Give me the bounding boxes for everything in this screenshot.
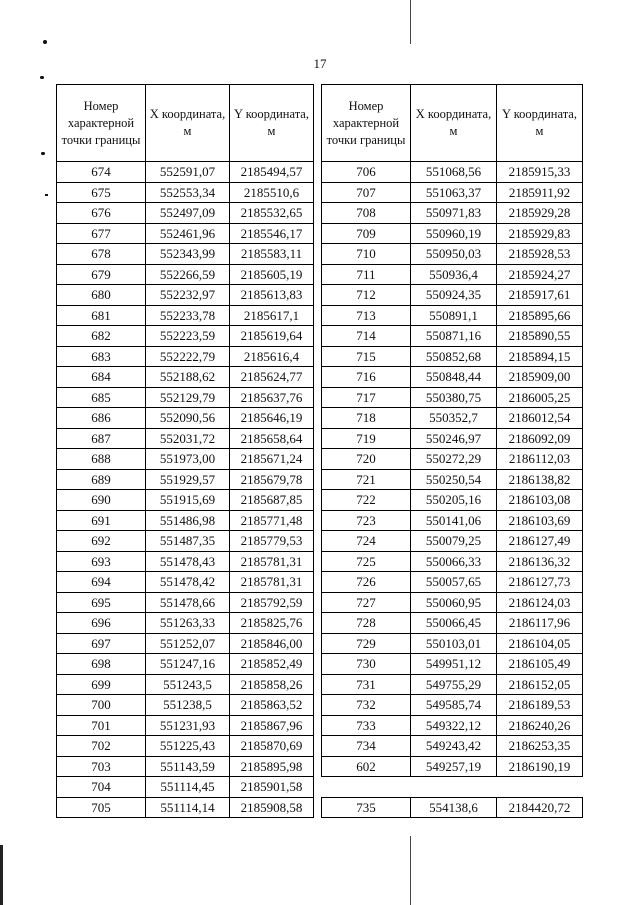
y-coordinate-cell: 2186124,03 [497,592,583,613]
x-coordinate-cell: 550936,4 [411,264,497,285]
y-coordinate-cell: 2185867,96 [230,715,314,736]
x-coordinate-cell: 551487,35 [146,531,230,552]
point-number-cell: 708 [322,203,411,224]
y-coordinate-cell: 2186112,03 [497,449,583,470]
y-coordinate-cell: 2186103,69 [497,510,583,531]
point-number-cell: 697 [57,633,146,654]
x-coordinate-cell: 552266,59 [146,264,230,285]
table-row [322,633,583,654]
table-row [322,182,583,203]
x-coordinate-cell: 550141,06 [411,510,497,531]
table-row [57,490,314,511]
table-row [322,654,583,675]
table-row [57,408,314,429]
page-number: 17 [313,56,327,71]
point-number-cell [322,777,411,798]
point-number-cell: 676 [57,203,146,224]
y-coordinate-cell: 2185929,28 [497,203,583,224]
x-coordinate-cell: 551478,66 [146,592,230,613]
y-coordinate-cell: 2185852,49 [230,654,314,675]
table-row [322,510,583,531]
x-coordinate-cell: 552591,07 [146,162,230,183]
y-coordinate-cell: 2185679,78 [230,469,314,490]
point-number-cell: 732 [322,695,411,716]
x-coordinate-cell: 550924,35 [411,285,497,306]
header-row [57,85,314,162]
x-coordinate-cell: 549243,42 [411,736,497,757]
y-coordinate-cell: 2186127,49 [497,531,583,552]
y-coordinate-cell: 2185779,53 [230,531,314,552]
point-number-cell: 719 [322,428,411,449]
x-coordinate-cell: 550066,33 [411,551,497,572]
table-row [57,223,314,244]
point-number-cell: 680 [57,285,146,306]
y-coordinate-cell: 2186152,05 [497,674,583,695]
y-coordinate-cell: 2185846,00 [230,633,314,654]
point-number-cell: 602 [322,756,411,777]
x-coordinate-cell: 552553,34 [146,182,230,203]
x-coordinate-cell: 549257,19 [411,756,497,777]
point-number-cell: 722 [322,490,411,511]
x-coordinate-cell: 551915,69 [146,490,230,511]
y-coordinate-cell: 2186005,25 [497,387,583,408]
x-coordinate-cell: 550960,19 [411,223,497,244]
x-coordinate-cell: 550272,29 [411,449,497,470]
header-x-coordinate: X координата, м [146,85,230,162]
x-coordinate-cell: 550848,44 [411,367,497,388]
header-y-coordinate: Y координата, м [497,85,583,162]
point-number-cell: 693 [57,551,146,572]
point-number-cell: 679 [57,264,146,285]
y-coordinate-cell: 2185583,11 [230,244,314,265]
y-coordinate-cell: 2185617,1 [230,305,314,326]
table-row [322,592,583,613]
scan-dot [41,152,45,155]
x-coordinate-cell: 550057,65 [411,572,497,593]
y-coordinate-cell: 2185510,6 [230,182,314,203]
scan-dot [45,194,48,196]
y-coordinate-cell: 2185646,19 [230,408,314,429]
x-coordinate-cell: 551263,33 [146,613,230,634]
coordinates-table-right [321,84,583,818]
y-coordinate-cell: 2185658,64 [230,428,314,449]
x-coordinate-cell: 552222,79 [146,346,230,367]
table-row [57,797,314,818]
table-row [322,428,583,449]
table-row [322,613,583,634]
x-coordinate-cell: 549951,12 [411,654,497,675]
y-coordinate-cell: 2186092,09 [497,428,583,449]
x-coordinate-cell: 551068,56 [411,162,497,183]
y-coordinate-cell: 2186189,53 [497,695,583,716]
x-coordinate-cell: 554138,6 [411,797,497,818]
table-row [322,203,583,224]
point-number-cell: 733 [322,715,411,736]
point-number-cell: 721 [322,469,411,490]
point-number-cell: 691 [57,510,146,531]
x-coordinate-cell [411,777,497,798]
y-coordinate-cell: 2185901,58 [230,777,314,798]
table-row [322,223,583,244]
y-coordinate-cell: 2185929,83 [497,223,583,244]
table-row [322,531,583,552]
point-number-cell: 707 [322,182,411,203]
x-coordinate-cell: 550871,16 [411,326,497,347]
table-row [57,469,314,490]
point-number-cell: 734 [322,736,411,757]
y-coordinate-cell: 2186117,96 [497,613,583,634]
x-coordinate-cell: 552090,56 [146,408,230,429]
x-coordinate-cell: 550891,1 [411,305,497,326]
scan-edge [0,845,3,905]
table-row [57,326,314,347]
point-number-cell: 700 [57,695,146,716]
x-coordinate-cell: 551247,16 [146,654,230,675]
point-number-cell: 729 [322,633,411,654]
table-row [57,654,314,675]
x-coordinate-cell: 550950,03 [411,244,497,265]
table-row [57,674,314,695]
x-coordinate-cell: 552343,99 [146,244,230,265]
table-row [322,264,583,285]
table-row [57,777,314,798]
point-number-cell: 683 [57,346,146,367]
x-coordinate-cell: 551143,59 [146,756,230,777]
table-row [322,797,583,818]
y-coordinate-cell: 2185825,76 [230,613,314,634]
point-number-cell: 702 [57,736,146,757]
y-coordinate-cell: 2186240,26 [497,715,583,736]
x-coordinate-cell: 551243,5 [146,674,230,695]
point-number-cell: 727 [322,592,411,613]
table-row [322,162,583,183]
y-coordinate-cell: 2185917,61 [497,285,583,306]
table-row [322,715,583,736]
point-number-cell: 714 [322,326,411,347]
table-row [57,592,314,613]
table-row [57,305,314,326]
x-coordinate-cell: 550971,83 [411,203,497,224]
x-coordinate-cell: 549322,12 [411,715,497,736]
table-row [322,244,583,265]
table-row [57,633,314,654]
table-row [57,285,314,306]
point-number-cell: 695 [57,592,146,613]
y-coordinate-cell: 2185616,4 [230,346,314,367]
point-number-cell: 682 [57,326,146,347]
x-coordinate-cell: 552031,72 [146,428,230,449]
table-row [322,695,583,716]
point-number-cell: 710 [322,244,411,265]
x-coordinate-cell: 552188,62 [146,367,230,388]
x-coordinate-cell: 551973,00 [146,449,230,470]
table-row [57,387,314,408]
scan-line [410,0,411,44]
x-coordinate-cell: 550060,95 [411,592,497,613]
x-coordinate-cell: 551238,5 [146,695,230,716]
y-coordinate-cell: 2186136,32 [497,551,583,572]
y-coordinate-cell: 2185909,00 [497,367,583,388]
x-coordinate-cell: 550352,7 [411,408,497,429]
header-y-coordinate: Y координата, м [230,85,314,162]
point-number-cell: 720 [322,449,411,470]
point-number-cell: 686 [57,408,146,429]
point-number-cell: 725 [322,551,411,572]
point-number-cell: 684 [57,367,146,388]
table-row [322,674,583,695]
y-coordinate-cell: 2186105,49 [497,654,583,675]
table-row [57,715,314,736]
coordinates-table-left [56,84,314,818]
x-coordinate-cell: 551486,98 [146,510,230,531]
x-coordinate-cell: 551478,42 [146,572,230,593]
point-number-cell: 681 [57,305,146,326]
y-coordinate-cell: 2185771,48 [230,510,314,531]
point-number-cell: 718 [322,408,411,429]
y-coordinate-cell: 2185546,17 [230,223,314,244]
point-number-cell: 678 [57,244,146,265]
point-number-cell: 698 [57,654,146,675]
header-point-number: Номер характерной точки границы [322,85,411,162]
table-row [322,736,583,757]
y-coordinate-cell: 2185619,64 [230,326,314,347]
y-coordinate-cell: 2185924,27 [497,264,583,285]
y-coordinate-cell: 2185687,85 [230,490,314,511]
table-row [322,408,583,429]
y-coordinate-cell: 2185895,66 [497,305,583,326]
table-row [57,736,314,757]
header-point-number: Номер характерной точки границы [57,85,146,162]
x-coordinate-cell: 550380,75 [411,387,497,408]
table-row [322,469,583,490]
table-row [57,182,314,203]
y-coordinate-cell: 2185908,58 [230,797,314,818]
x-coordinate-cell: 551478,43 [146,551,230,572]
point-number-cell: 723 [322,510,411,531]
x-coordinate-cell: 550205,16 [411,490,497,511]
scan-dot [43,40,47,44]
x-coordinate-cell: 551225,43 [146,736,230,757]
table-row [322,305,583,326]
point-number-cell: 688 [57,449,146,470]
y-coordinate-cell: 2185532,65 [230,203,314,224]
x-coordinate-cell: 550852,68 [411,346,497,367]
x-coordinate-cell: 551114,45 [146,777,230,798]
table-row [57,203,314,224]
x-coordinate-cell: 552461,96 [146,223,230,244]
x-coordinate-cell: 552497,09 [146,203,230,224]
y-coordinate-cell: 2185863,52 [230,695,314,716]
table-row [322,285,583,306]
table-row [322,346,583,367]
x-coordinate-cell: 550250,54 [411,469,497,490]
table-row [57,695,314,716]
header-row [322,85,583,162]
x-coordinate-cell: 550079,25 [411,531,497,552]
y-coordinate-cell: 2185870,69 [230,736,314,757]
point-number-cell: 730 [322,654,411,675]
y-coordinate-cell: 2185894,15 [497,346,583,367]
table-row [57,551,314,572]
x-coordinate-cell: 550103,01 [411,633,497,654]
y-coordinate-cell: 2185792,59 [230,592,314,613]
x-coordinate-cell: 552232,97 [146,285,230,306]
table-row [322,490,583,511]
table-row [322,572,583,593]
x-coordinate-cell: 549585,74 [411,695,497,716]
point-number-cell: 694 [57,572,146,593]
table-row [57,264,314,285]
point-number-cell: 735 [322,797,411,818]
y-coordinate-cell: 2186104,05 [497,633,583,654]
header-x-coordinate: X координата, м [411,85,497,162]
y-coordinate-cell: 2186138,82 [497,469,583,490]
x-coordinate-cell: 551063,37 [411,182,497,203]
scan-line [410,836,411,905]
x-coordinate-cell: 552233,78 [146,305,230,326]
y-coordinate-cell: 2185890,55 [497,326,583,347]
point-number-cell: 731 [322,674,411,695]
table-row [322,551,583,572]
point-number-cell: 687 [57,428,146,449]
point-number-cell: 706 [322,162,411,183]
y-coordinate-cell: 2186012,54 [497,408,583,429]
y-coordinate-cell: 2185781,31 [230,551,314,572]
x-coordinate-cell: 550246,97 [411,428,497,449]
y-coordinate-cell: 2185928,53 [497,244,583,265]
table-row [57,346,314,367]
table-row [57,244,314,265]
point-number-cell: 685 [57,387,146,408]
y-coordinate-cell: 2185624,77 [230,367,314,388]
table-row [322,387,583,408]
point-number-cell: 726 [322,572,411,593]
table-row [322,326,583,347]
point-number-cell: 717 [322,387,411,408]
y-coordinate-cell: 2185895,98 [230,756,314,777]
table-row [57,449,314,470]
y-coordinate-cell: 2186127,73 [497,572,583,593]
point-number-cell: 689 [57,469,146,490]
point-number-cell: 701 [57,715,146,736]
table-row [57,367,314,388]
y-coordinate-cell [497,777,583,798]
y-coordinate-cell: 2186253,35 [497,736,583,757]
table-row [322,777,583,798]
point-number-cell: 692 [57,531,146,552]
y-coordinate-cell: 2185671,24 [230,449,314,470]
y-coordinate-cell: 2185637,76 [230,387,314,408]
x-coordinate-cell: 550066,45 [411,613,497,634]
point-number-cell: 724 [322,531,411,552]
y-coordinate-cell: 2185605,19 [230,264,314,285]
point-number-cell: 728 [322,613,411,634]
x-coordinate-cell: 551252,07 [146,633,230,654]
x-coordinate-cell: 551114,14 [146,797,230,818]
y-coordinate-cell: 2186103,08 [497,490,583,511]
point-number-cell: 696 [57,613,146,634]
table-row [322,756,583,777]
table-row [322,449,583,470]
point-number-cell: 703 [57,756,146,777]
point-number-cell: 699 [57,674,146,695]
x-coordinate-cell: 551231,93 [146,715,230,736]
point-number-cell: 705 [57,797,146,818]
point-number-cell: 711 [322,264,411,285]
point-number-cell: 709 [322,223,411,244]
x-coordinate-cell: 551929,57 [146,469,230,490]
y-coordinate-cell: 2185911,92 [497,182,583,203]
y-coordinate-cell: 2185494,57 [230,162,314,183]
point-number-cell: 715 [322,346,411,367]
point-number-cell: 674 [57,162,146,183]
point-number-cell: 675 [57,182,146,203]
point-number-cell: 677 [57,223,146,244]
table-row [57,756,314,777]
point-number-cell: 690 [57,490,146,511]
y-coordinate-cell: 2185915,33 [497,162,583,183]
y-coordinate-cell: 2185858,26 [230,674,314,695]
table-row [57,531,314,552]
y-coordinate-cell: 2186190,19 [497,756,583,777]
x-coordinate-cell: 552223,59 [146,326,230,347]
x-coordinate-cell: 549755,29 [411,674,497,695]
table-row [57,428,314,449]
table-row [57,162,314,183]
x-coordinate-cell: 552129,79 [146,387,230,408]
table-row [57,510,314,531]
y-coordinate-cell: 2184420,72 [497,797,583,818]
y-coordinate-cell: 2185781,31 [230,572,314,593]
point-number-cell: 704 [57,777,146,798]
table-row [57,613,314,634]
table-row [57,572,314,593]
y-coordinate-cell: 2185613,83 [230,285,314,306]
point-number-cell: 712 [322,285,411,306]
scan-dot [40,76,44,79]
point-number-cell: 713 [322,305,411,326]
point-number-cell: 716 [322,367,411,388]
table-row [322,367,583,388]
